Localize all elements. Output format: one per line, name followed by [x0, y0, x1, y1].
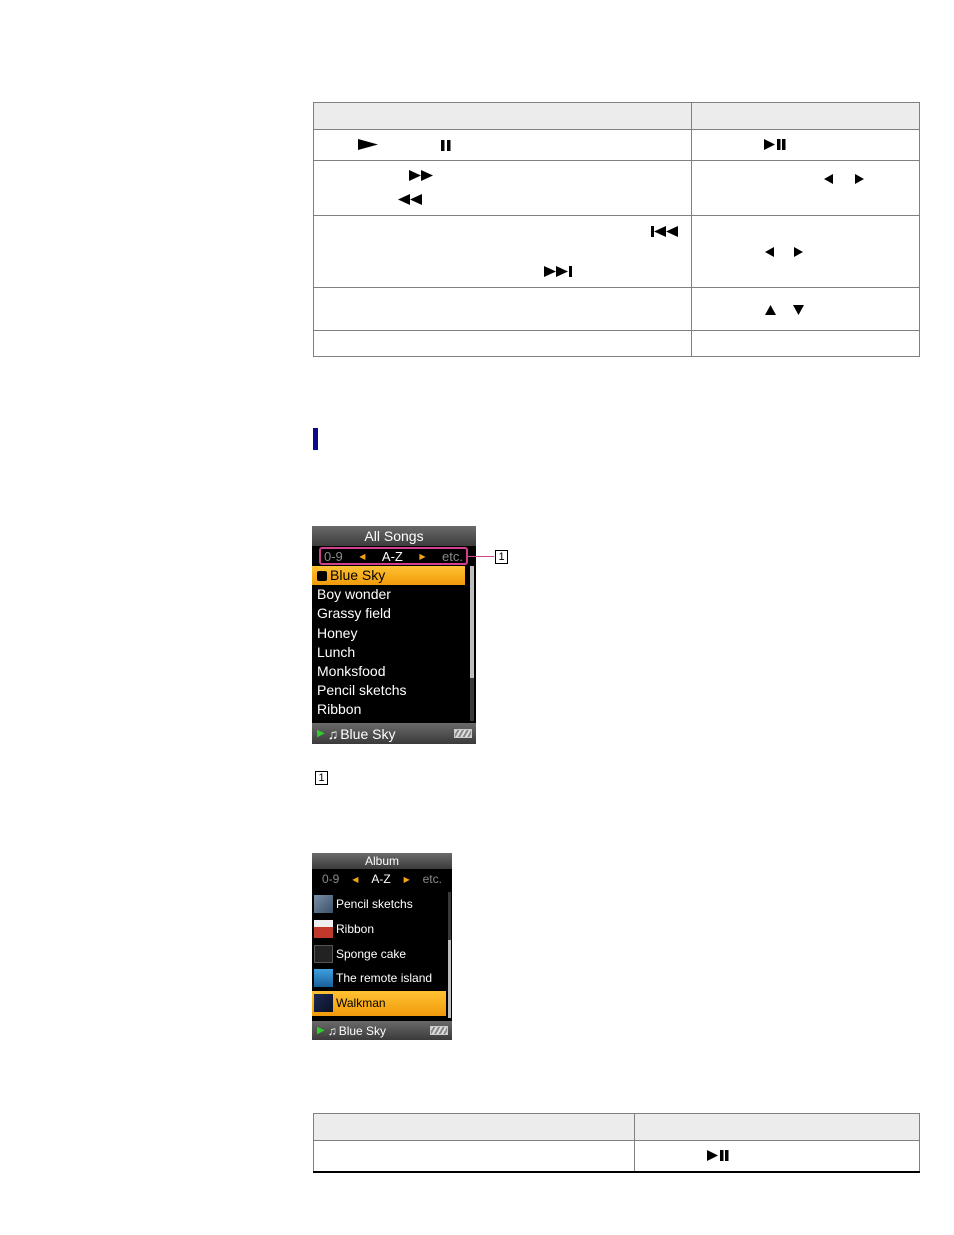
table-row [314, 1141, 920, 1172]
list-item[interactable] [312, 566, 465, 585]
music-note-icon: ♫ [327, 725, 339, 742]
list-item[interactable] [312, 700, 465, 719]
index-left-arrow-icon: ◀ [352, 874, 359, 884]
table-row [314, 216, 920, 288]
header-cell-operation [314, 103, 692, 130]
left-arrow-icon [765, 247, 774, 257]
list-item[interactable] [312, 662, 465, 681]
callout-line [466, 556, 494, 557]
battery-icon [430, 1026, 448, 1035]
up-arrow-icon [765, 305, 776, 315]
table-cell [692, 331, 920, 357]
play-pause-icon [707, 1150, 729, 1161]
table-cell [314, 130, 692, 161]
callout-number: 1 [495, 550, 508, 564]
list-item[interactable] [312, 892, 446, 917]
now-playing-title: Blue Sky [338, 1023, 387, 1038]
list-item[interactable] [312, 681, 465, 700]
table-cell [692, 161, 920, 216]
right-arrow-icon [855, 174, 864, 184]
index-right-arrow-icon: ▶ [403, 874, 410, 884]
down-arrow-icon [793, 305, 804, 315]
list-item-label: Pencil sketchs [317, 682, 407, 699]
scrollbar[interactable] [470, 566, 474, 721]
table-cell [314, 216, 692, 288]
list-item[interactable] [312, 643, 465, 662]
pause-icon [441, 140, 451, 151]
list-item-label: Boy wonder [317, 586, 391, 603]
album-art-icon [314, 994, 333, 1012]
section-accent-bar [313, 428, 318, 450]
table-row [314, 331, 920, 357]
list-item[interactable] [312, 624, 465, 643]
list-item-label: Grassy field [317, 605, 391, 622]
table-cell [314, 288, 692, 331]
table-cell [314, 331, 692, 357]
list-item-label: Walkman [336, 996, 386, 1011]
album-art-icon [314, 969, 333, 987]
rewind-icon [398, 194, 422, 205]
play-pause-icon [764, 139, 786, 150]
scrollbar-thumb[interactable] [448, 940, 451, 1018]
previous-track-icon [651, 226, 679, 237]
table-row [314, 288, 920, 331]
index-right: etc. [442, 548, 463, 564]
table-cell [692, 130, 920, 161]
now-playing-bar [312, 723, 476, 744]
right-arrow-icon [794, 247, 803, 257]
device-screen-all-songs [312, 526, 476, 744]
index-left: 0-9 [324, 548, 343, 564]
legend-number: 1 [315, 771, 328, 785]
album-art-icon [314, 895, 333, 913]
screen-title: All Songs [312, 526, 476, 546]
now-playing-bar [312, 1021, 452, 1040]
song-list [312, 566, 476, 720]
album-list [312, 892, 452, 1016]
list-item-label: Blue Sky [330, 567, 386, 583]
table-row [314, 161, 920, 216]
music-note-icon: ♫ [327, 1023, 337, 1038]
index-left-arrow-icon: ◀ [359, 551, 366, 561]
table-row [314, 130, 920, 161]
index-left: 0-9 [322, 872, 340, 886]
fast-forward-icon [409, 170, 433, 181]
play-status-icon: ▶ [317, 728, 325, 739]
table-cell [635, 1141, 920, 1172]
list-item-label: Ribbon [317, 701, 362, 718]
device-screen-album [312, 853, 452, 1040]
playing-status-icon [317, 571, 327, 581]
index-right-arrow-icon: ▶ [419, 551, 426, 561]
now-playing-title: Blue Sky [340, 725, 396, 742]
play-icon [358, 139, 378, 150]
list-item[interactable] [312, 942, 446, 967]
play-status-icon: ▶ [317, 1025, 325, 1036]
list-item-label: Honey [317, 624, 358, 641]
list-item-label: The remote island [336, 971, 433, 986]
screen-title: Album [312, 853, 452, 869]
table-cell [692, 216, 920, 288]
alphabet-index-bar[interactable] [319, 547, 468, 565]
album-art-icon [314, 945, 333, 963]
header-cell-button [692, 103, 920, 130]
list-item-label: Sponge cake [336, 946, 407, 961]
table-cell [692, 288, 920, 331]
operations-table-1 [313, 102, 920, 357]
album-art-icon [314, 920, 333, 938]
left-arrow-icon [824, 174, 833, 184]
list-item-label: Pencil sketchs [336, 897, 413, 911]
battery-icon [454, 729, 472, 738]
list-item-label: Ribbon [336, 921, 375, 936]
index-center: A-Z [381, 548, 403, 564]
list-item[interactable] [312, 991, 446, 1016]
operations-table-2 [313, 1113, 920, 1173]
header-cell-button [635, 1114, 920, 1141]
list-item[interactable] [312, 966, 446, 991]
index-center: A-Z [371, 872, 391, 886]
alphabet-index-bar[interactable] [322, 870, 442, 888]
scrollbar-thumb[interactable] [470, 566, 474, 678]
list-item[interactable] [312, 917, 446, 942]
list-item[interactable] [312, 585, 465, 604]
scrollbar[interactable] [448, 892, 451, 1018]
table-cell [314, 161, 692, 216]
list-item[interactable] [312, 604, 465, 623]
list-item-label: Lunch [317, 643, 356, 660]
table-cell [314, 1141, 635, 1172]
index-right: etc. [422, 872, 442, 886]
next-track-icon [544, 266, 572, 277]
table-header-row [314, 1114, 920, 1141]
table-header-row [314, 103, 920, 130]
header-cell-operation [314, 1114, 635, 1141]
list-item-label: Monksfood [317, 662, 386, 679]
